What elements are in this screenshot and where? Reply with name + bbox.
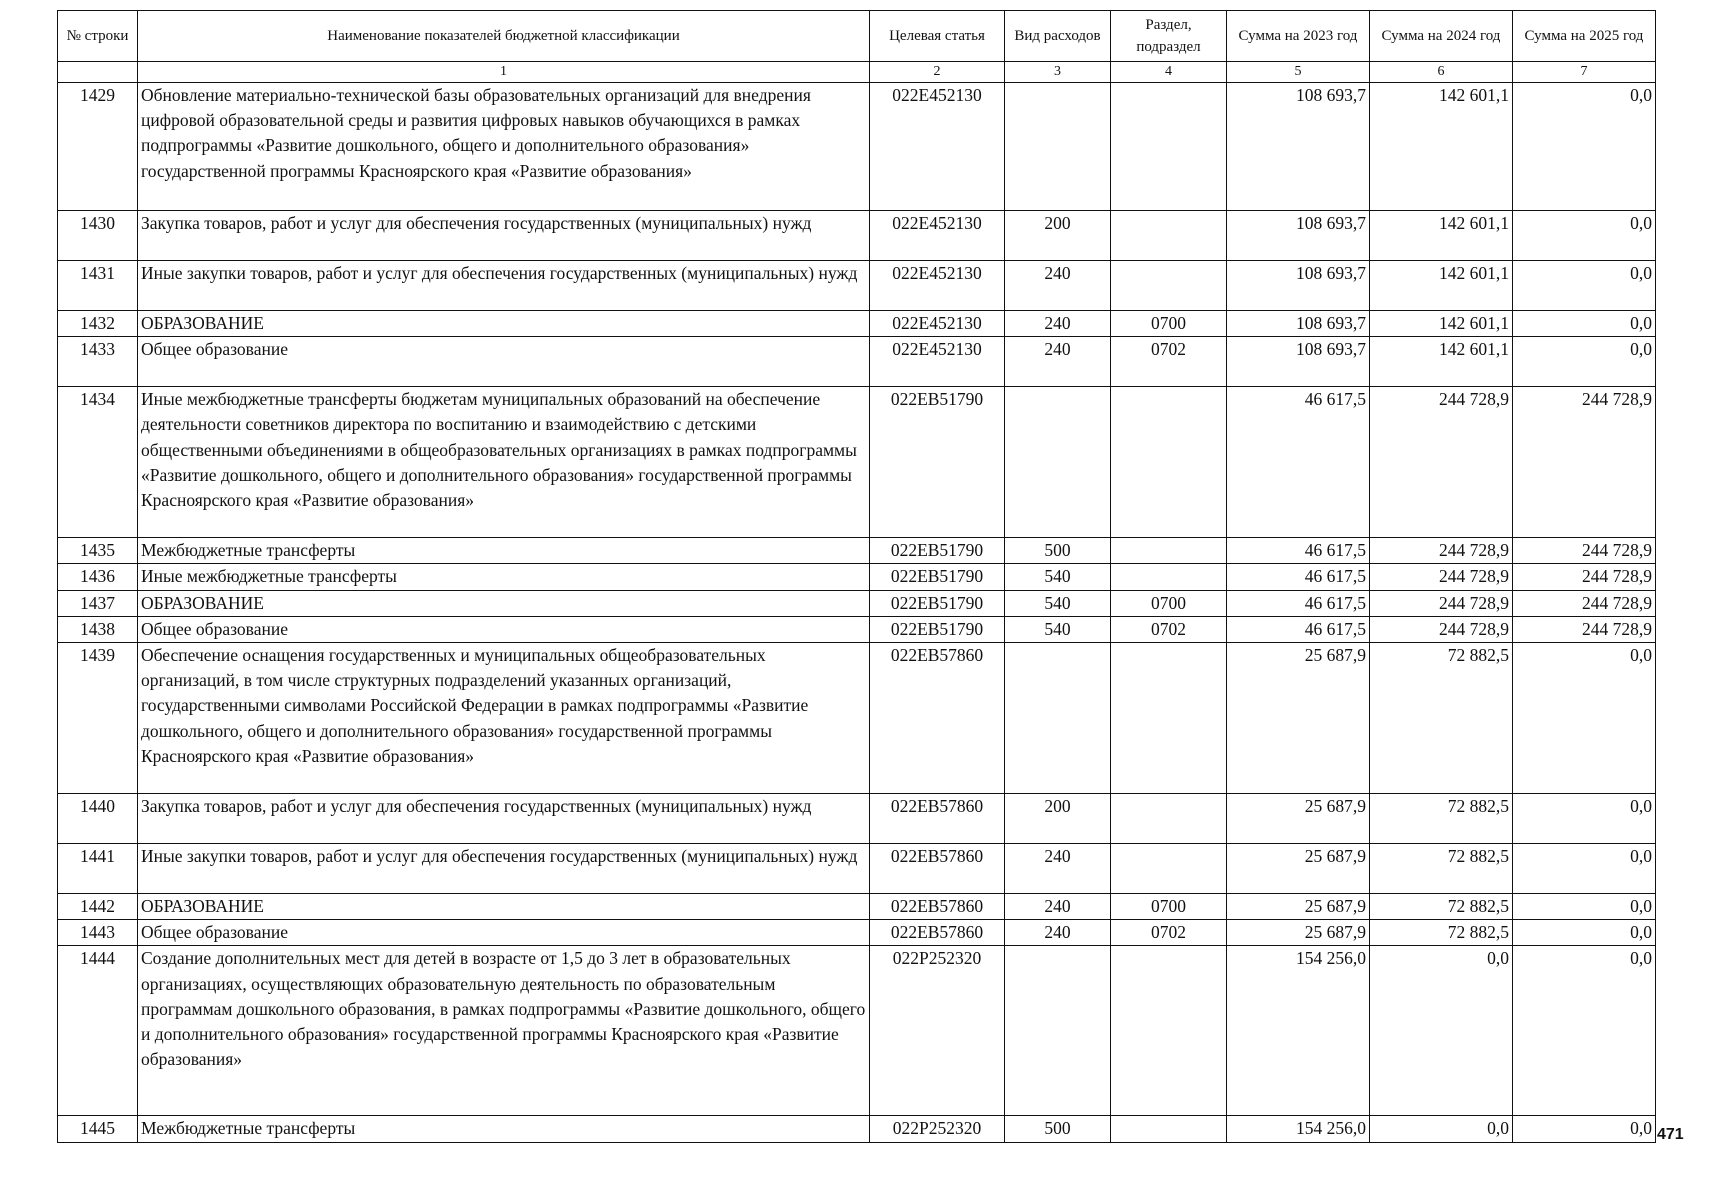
target-article: 022EB57860 [870, 643, 1005, 794]
expense-type: 240 [1005, 311, 1111, 337]
column-number: 7 [1513, 62, 1656, 83]
amount-2023: 108 693,7 [1227, 211, 1370, 261]
target-article: 022E452130 [870, 337, 1005, 387]
section-code [1111, 261, 1227, 311]
amount-2025: 0,0 [1513, 794, 1656, 844]
amount-2025: 0,0 [1513, 211, 1656, 261]
expense-type: 540 [1005, 616, 1111, 642]
amount-2023: 108 693,7 [1227, 337, 1370, 387]
table-row [58, 261, 1656, 311]
column-number-row [58, 62, 1656, 83]
expense-type: 240 [1005, 894, 1111, 920]
target-article: 022EB57860 [870, 920, 1005, 946]
section-code [1111, 83, 1227, 211]
header-sum-2024: Сумма на 2024 год [1370, 11, 1513, 62]
table-row [58, 564, 1656, 590]
header-sum-2025: Сумма на 2025 год [1513, 11, 1656, 62]
section-code: 0702 [1111, 337, 1227, 387]
expense-type [1005, 946, 1111, 1116]
amount-2023: 25 687,9 [1227, 844, 1370, 894]
header-target: Целевая статья [870, 11, 1005, 62]
row-number: 1443 [58, 920, 138, 946]
amount-2024: 72 882,5 [1370, 844, 1513, 894]
header-exp-type: Вид расходов [1005, 11, 1111, 62]
row-number: 1435 [58, 538, 138, 564]
header-section: Раздел, подраздел [1111, 11, 1227, 62]
row-number: 1430 [58, 211, 138, 261]
expense-type: 500 [1005, 1116, 1111, 1142]
table-row [58, 590, 1656, 616]
section-code: 0702 [1111, 920, 1227, 946]
target-article: 022E452130 [870, 311, 1005, 337]
row-number: 1436 [58, 564, 138, 590]
section-code [1111, 1116, 1227, 1142]
target-article: 022E452130 [870, 83, 1005, 211]
amount-2023: 108 693,7 [1227, 311, 1370, 337]
indicator-name: Закупка товаров, работ и услуг для обеспечения государственных (муниципальных) нужд [138, 794, 870, 844]
indicator-name: Межбюджетные трансферты [138, 1116, 870, 1142]
section-code: 0700 [1111, 311, 1227, 337]
amount-2025: 244 728,9 [1513, 590, 1656, 616]
table-row [58, 387, 1656, 538]
section-code [1111, 643, 1227, 794]
amount-2025: 0,0 [1513, 920, 1656, 946]
amount-2025: 244 728,9 [1513, 387, 1656, 538]
budget-table [57, 10, 1656, 1143]
target-article: 022E452130 [870, 211, 1005, 261]
amount-2024: 142 601,1 [1370, 211, 1513, 261]
table-row [58, 794, 1656, 844]
amount-2023: 25 687,9 [1227, 794, 1370, 844]
amount-2024: 142 601,1 [1370, 261, 1513, 311]
amount-2023: 25 687,9 [1227, 920, 1370, 946]
amount-2023: 46 617,5 [1227, 387, 1370, 538]
amount-2023: 25 687,9 [1227, 643, 1370, 794]
row-number: 1445 [58, 1116, 138, 1142]
indicator-name: Обновление материально-технической базы образовательных организаций для внедрения цифровой образовательной среды и развития цифровых навыков обучающихся в рамках подпрограммы «Развитие дошкольного, общего и дополнительного образования» государственной программы Красноярского края «Развитие образования» [138, 83, 870, 211]
amount-2024: 244 728,9 [1370, 564, 1513, 590]
row-number: 1433 [58, 337, 138, 387]
table-body [58, 83, 1656, 1143]
row-number: 1431 [58, 261, 138, 311]
amount-2025: 0,0 [1513, 946, 1656, 1116]
target-article: 022EB51790 [870, 387, 1005, 538]
amount-2024: 72 882,5 [1370, 894, 1513, 920]
section-code [1111, 844, 1227, 894]
header-name: Наименование показателей бюджетной классификации [138, 11, 870, 62]
header-sum-2023: Сумма на 2023 год [1227, 11, 1370, 62]
amount-2025: 0,0 [1513, 311, 1656, 337]
amount-2024: 142 601,1 [1370, 83, 1513, 211]
amount-2024: 72 882,5 [1370, 920, 1513, 946]
amount-2025: 0,0 [1513, 337, 1656, 387]
indicator-name: Создание дополнительных мест для детей в возрасте от 1,5 до 3 лет в образовательных организациях, осуществляющих образовательную деятельность по образовательным программам дошкольного образования, в рамках подпрограммы «Развитие дошкольного, общего и дополнительного образования» государственной программы Красноярского края «Развитие образования» [138, 946, 870, 1116]
indicator-name: Иные закупки товаров, работ и услуг для обеспечения государственных (муниципальных) нужд [138, 844, 870, 894]
section-code [1111, 538, 1227, 564]
expense-type [1005, 83, 1111, 211]
amount-2024: 72 882,5 [1370, 794, 1513, 844]
row-number: 1442 [58, 894, 138, 920]
amount-2023: 154 256,0 [1227, 946, 1370, 1116]
row-number: 1437 [58, 590, 138, 616]
target-article: 022EB51790 [870, 590, 1005, 616]
column-number: 6 [1370, 62, 1513, 83]
amount-2023: 154 256,0 [1227, 1116, 1370, 1142]
column-number: 5 [1227, 62, 1370, 83]
row-number: 1440 [58, 794, 138, 844]
target-article: 022EB51790 [870, 616, 1005, 642]
expense-type: 240 [1005, 844, 1111, 894]
amount-2025: 244 728,9 [1513, 538, 1656, 564]
section-code [1111, 564, 1227, 590]
indicator-name: Иные межбюджетные трансферты [138, 564, 870, 590]
table-row [58, 1116, 1656, 1142]
table-row [58, 337, 1656, 387]
column-number: 3 [1005, 62, 1111, 83]
row-number: 1434 [58, 387, 138, 538]
indicator-name: Иные межбюджетные трансферты бюджетам муниципальных образований на обеспечение деятельности советников директора по воспитанию и взаимодействию с детскими общественными объединениями в общеобразовательных организациях в рамках подпрограммы «Развитие дошкольного, общего и дополнительного образования» государственной программы Красноярского края «Развитие образования» [138, 387, 870, 538]
page-number: 471 [1657, 1126, 1684, 1143]
indicator-name: Общее образование [138, 920, 870, 946]
target-article: 022EB57860 [870, 844, 1005, 894]
table-row [58, 211, 1656, 261]
row-number: 1439 [58, 643, 138, 794]
indicator-name: Закупка товаров, работ и услуг для обеспечения государственных (муниципальных) нужд [138, 211, 870, 261]
header-row [58, 11, 1656, 62]
expense-type: 240 [1005, 920, 1111, 946]
target-article: 022EB57860 [870, 794, 1005, 844]
table-row [58, 643, 1656, 794]
amount-2025: 244 728,9 [1513, 616, 1656, 642]
expense-type: 540 [1005, 590, 1111, 616]
expense-type [1005, 387, 1111, 538]
target-article: 022E452130 [870, 261, 1005, 311]
indicator-name: Межбюджетные трансферты [138, 538, 870, 564]
section-code: 0700 [1111, 590, 1227, 616]
amount-2024: 142 601,1 [1370, 337, 1513, 387]
header-row-no: № строки [58, 11, 138, 62]
amount-2024: 244 728,9 [1370, 616, 1513, 642]
row-number: 1438 [58, 616, 138, 642]
table-row [58, 538, 1656, 564]
row-number: 1441 [58, 844, 138, 894]
amount-2024: 142 601,1 [1370, 311, 1513, 337]
amount-2025: 0,0 [1513, 261, 1656, 311]
expense-type [1005, 643, 1111, 794]
amount-2023: 108 693,7 [1227, 83, 1370, 211]
expense-type: 200 [1005, 211, 1111, 261]
section-code: 0702 [1111, 616, 1227, 642]
column-number: 4 [1111, 62, 1227, 83]
table-row [58, 894, 1656, 920]
indicator-name: Обеспечение оснащения государственных и муниципальных общеобразовательных организаций, в том числе структурных подразделений указанных организаций, государственными символами Российской Федерации в рамках подпрограммы «Развитие дошкольного, общего и дополнительного образования» государственной программы Красноярского края «Развитие образования» [138, 643, 870, 794]
table-row [58, 844, 1656, 894]
amount-2023: 25 687,9 [1227, 894, 1370, 920]
column-number: 2 [870, 62, 1005, 83]
row-number: 1432 [58, 311, 138, 337]
indicator-name: Иные закупки товаров, работ и услуг для обеспечения государственных (муниципальных) нужд [138, 261, 870, 311]
expense-type: 240 [1005, 337, 1111, 387]
indicator-name: Общее образование [138, 337, 870, 387]
target-article: 022EB51790 [870, 538, 1005, 564]
target-article: 022P252320 [870, 946, 1005, 1116]
indicator-name: ОБРАЗОВАНИЕ [138, 311, 870, 337]
column-number: 1 [138, 62, 870, 83]
section-code [1111, 946, 1227, 1116]
table-row [58, 616, 1656, 642]
expense-type: 500 [1005, 538, 1111, 564]
row-number: 1444 [58, 946, 138, 1116]
amount-2023: 46 617,5 [1227, 590, 1370, 616]
expense-type: 540 [1005, 564, 1111, 590]
amount-2024: 244 728,9 [1370, 590, 1513, 616]
target-article: 022EB51790 [870, 564, 1005, 590]
amount-2025: 0,0 [1513, 1116, 1656, 1142]
target-article: 022P252320 [870, 1116, 1005, 1142]
amount-2025: 244 728,9 [1513, 564, 1656, 590]
indicator-name: Общее образование [138, 616, 870, 642]
column-number [58, 62, 138, 83]
table-row [58, 311, 1656, 337]
expense-type: 240 [1005, 261, 1111, 311]
section-code: 0700 [1111, 894, 1227, 920]
amount-2023: 46 617,5 [1227, 564, 1370, 590]
amount-2024: 244 728,9 [1370, 538, 1513, 564]
amount-2025: 0,0 [1513, 844, 1656, 894]
table-row [58, 946, 1656, 1116]
amount-2023: 46 617,5 [1227, 616, 1370, 642]
indicator-name: ОБРАЗОВАНИЕ [138, 894, 870, 920]
amount-2023: 108 693,7 [1227, 261, 1370, 311]
amount-2025: 0,0 [1513, 643, 1656, 794]
amount-2024: 244 728,9 [1370, 387, 1513, 538]
row-number: 1429 [58, 83, 138, 211]
expense-type: 200 [1005, 794, 1111, 844]
amount-2024: 72 882,5 [1370, 643, 1513, 794]
table-row [58, 83, 1656, 211]
section-code [1111, 211, 1227, 261]
amount-2025: 0,0 [1513, 894, 1656, 920]
target-article: 022EB57860 [870, 894, 1005, 920]
amount-2023: 46 617,5 [1227, 538, 1370, 564]
indicator-name: ОБРАЗОВАНИЕ [138, 590, 870, 616]
section-code [1111, 794, 1227, 844]
section-code [1111, 387, 1227, 538]
amount-2024: 0,0 [1370, 946, 1513, 1116]
amount-2024: 0,0 [1370, 1116, 1513, 1142]
table-row [58, 920, 1656, 946]
amount-2025: 0,0 [1513, 83, 1656, 211]
